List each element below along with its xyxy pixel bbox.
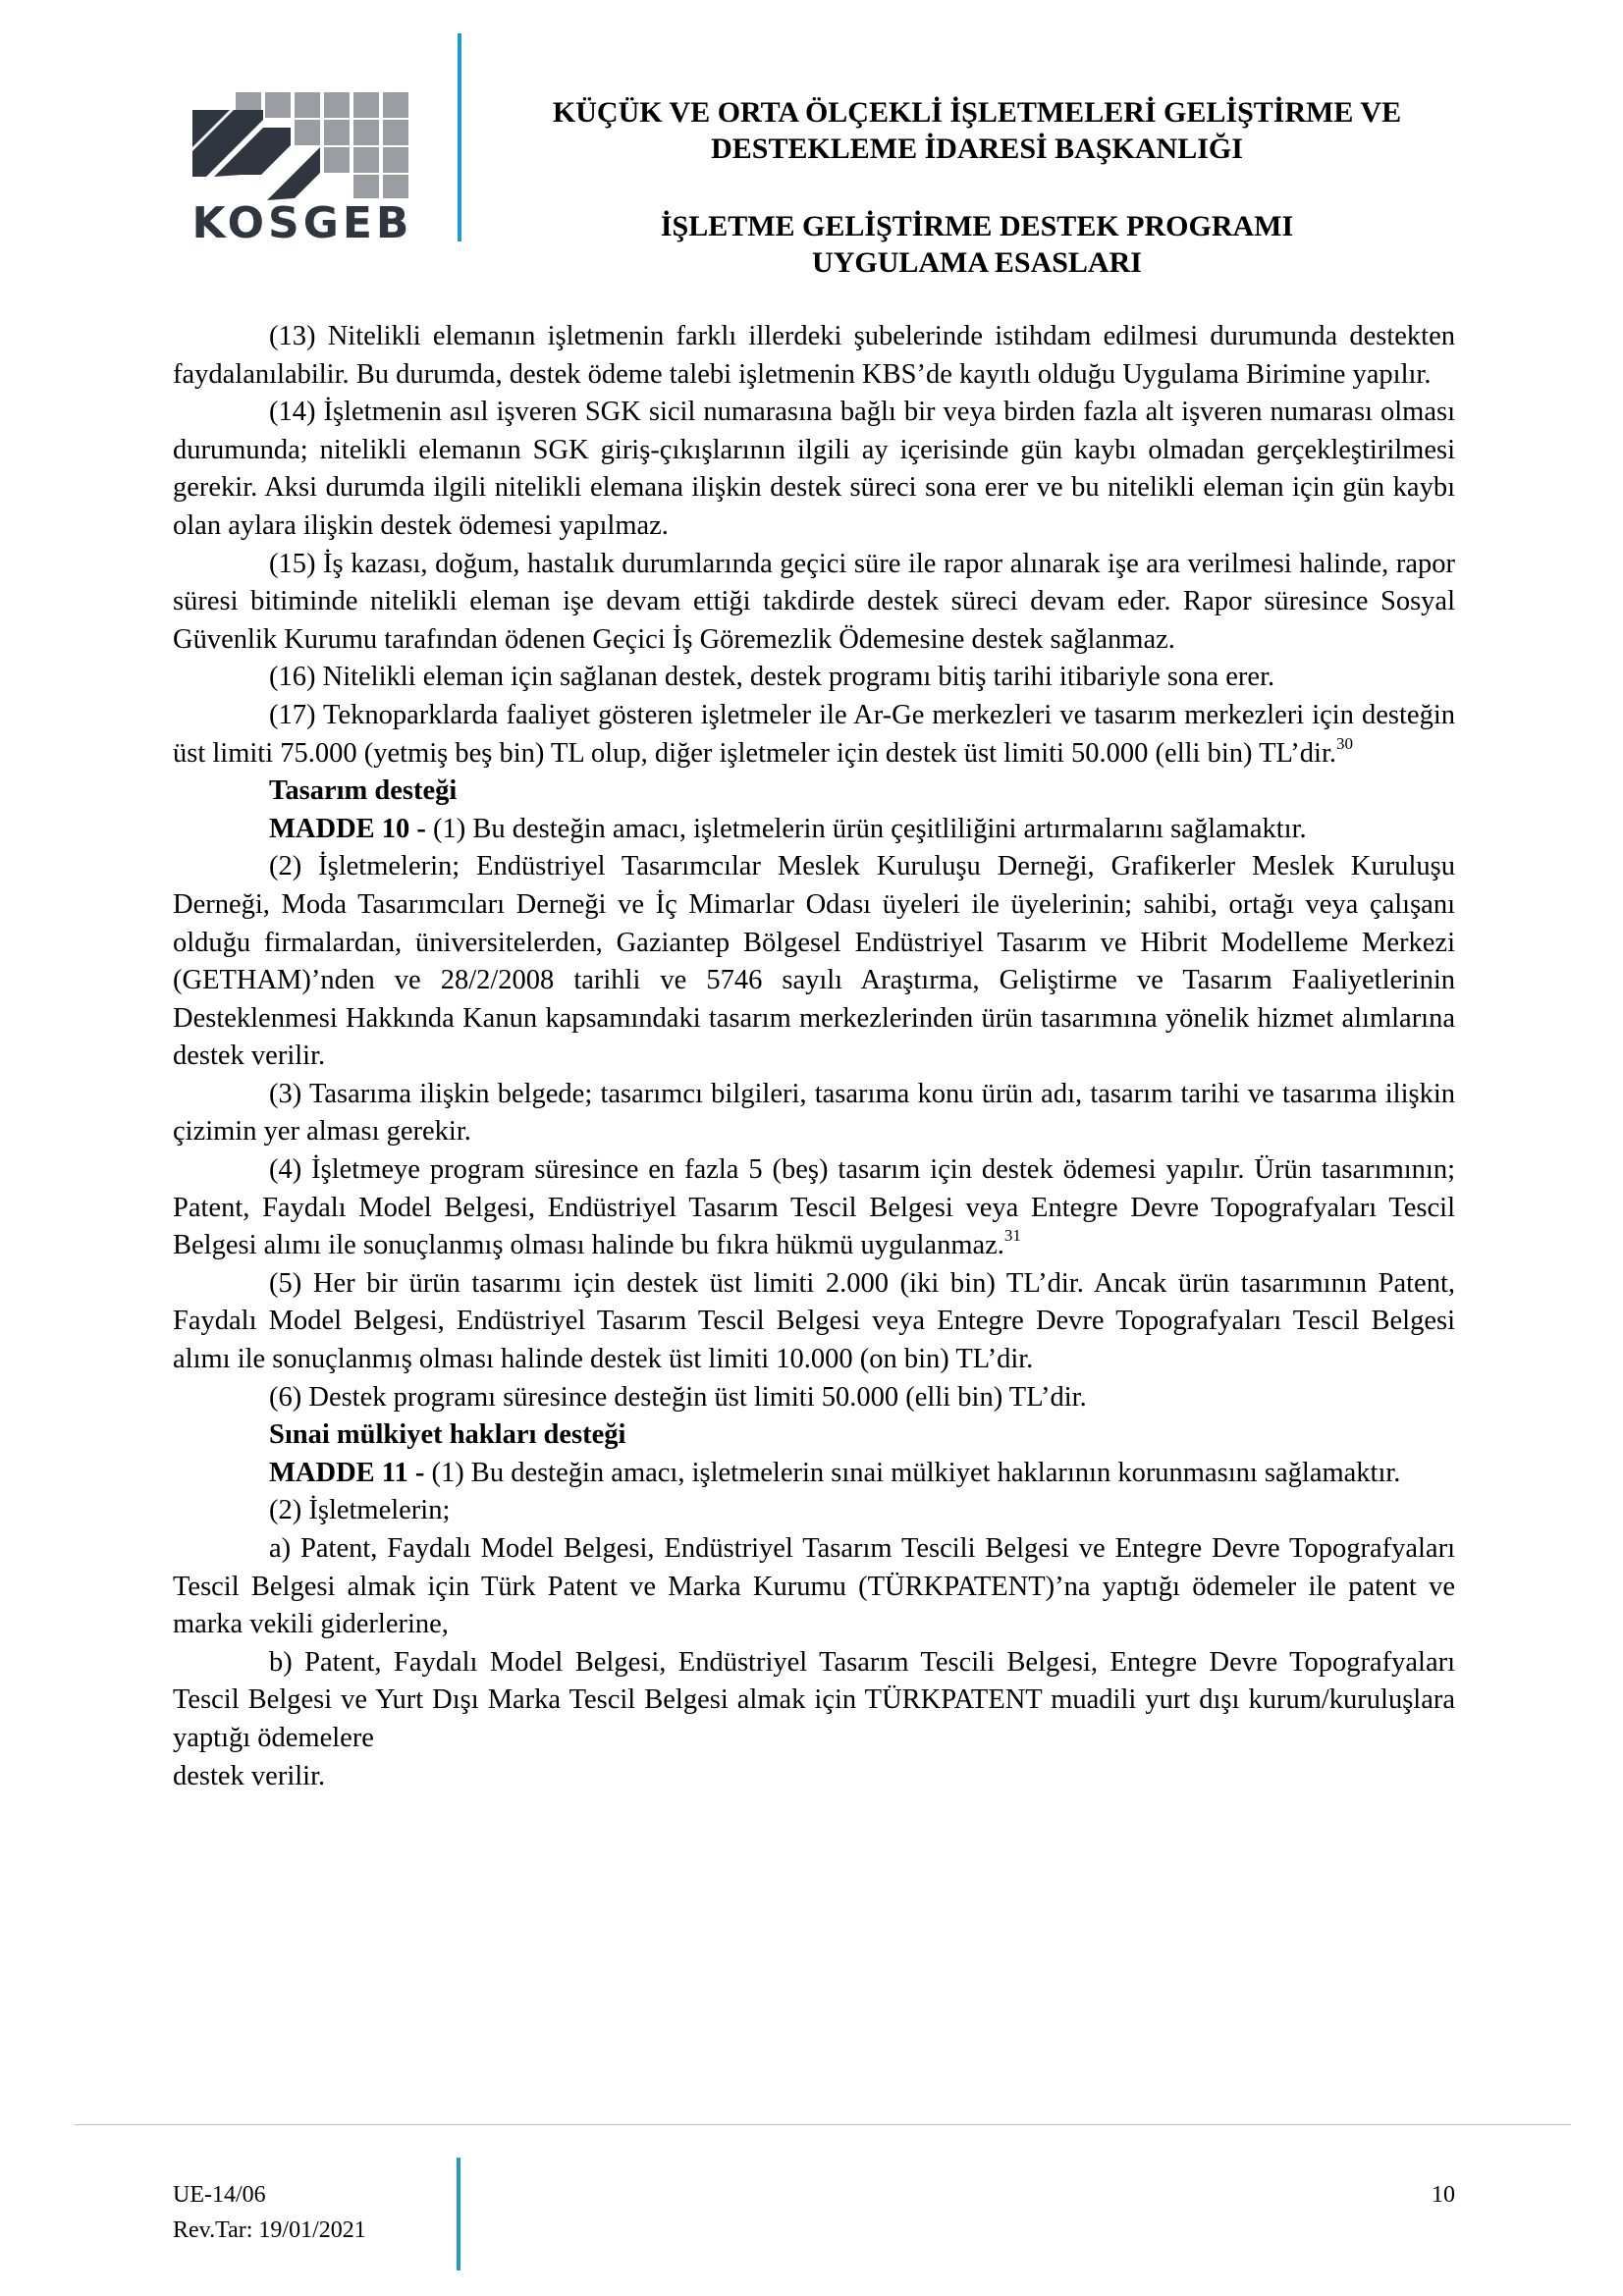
madde-10-paragraph-5: (5) Her bir ürün tasarımı için destek üst limiti 2.000 (iki bin) TL’dir. Ancak ürün tasarımının Patent, Faydalı Model Belgesi, Endüstriyel Tasarım Tescil Belgesi veya Entegre Devre Topografyaları Tescil Belgesi alımı ile sonuçlanmış olması halinde destek üst limiti 10.000 (on bin) TL’dir. bbox=[173, 1267, 1455, 1375]
organization-name-line1: KÜÇÜK VE ORTA ÖLÇEKLİ İŞLETMELERİ GELİŞTİRME VE bbox=[552, 96, 1402, 129]
madde-10-paragraph-3: (3) Tasarıma ilişkin belgede; tasarımcı bilgileri, tasarıma konu ürün adı, tasarım tarihi ve tasarıma ilişkin çizimin yer alması gerekir. bbox=[173, 1078, 1455, 1148]
paragraph-16: (16) Nitelikli eleman için sağlanan destek, destek programı bitiş tarihi itibariyle sona erer. bbox=[269, 662, 1275, 693]
madde-11-paragraph-1-text: (1) Bu desteğin amacı, işletmelerin sınai mülkiyet haklarının korunmasını sağlamaktır. bbox=[424, 1457, 1401, 1488]
madde-10-label: MADDE 10 - bbox=[269, 813, 426, 844]
madde-11-paragraph-1 bbox=[173, 1455, 1455, 1493]
paragraph-14: (14) İşletmenin asıl işveren SGK sicil numarasına bağlı bir veya birden fazla alt işveren numarası olması durumunda; nitelikli elemanın SGK giriş-çıkışlarının ilgili ay içerisinde gün kaybı olmadan gerçekleştirilmesi gerekir. Aksi durumda ilgili nitelikli elemana ilişkin destek süreci sona erer ve bu nitelikli eleman için gün kaybı olan aylara ilişkin destek ödemesi yapılmaz. bbox=[173, 397, 1455, 541]
header-divider bbox=[458, 33, 461, 241]
footnote-ref-31: 31 bbox=[1003, 1226, 1021, 1246]
madde-10-paragraph-6: (6) Destek programı süresince desteğin üst limiti 50.000 (elli bin) TL’dir. bbox=[269, 1381, 1087, 1413]
header-titles bbox=[483, 94, 1471, 281]
document-title-line1: İŞLETME GELİŞTİRME DESTEK PROGRAMI bbox=[660, 210, 1294, 242]
madde-10-paragraph-2: (2) İşletmelerin; Endüstriyel Tasarımcılar Meslek Kuruluşu Derneği, Grafikerler Meslek Kuruluşu Derneği, Moda Tasarımcıları Derneği ve İç Mimarlar Odası üyeleri ile üyelerinin; sahibi, ortağı veya çalışanı olduğu firmalardan, üniversitelerden, Gaziantep Bölgesel Endüstriyel Tasarım ve Hibrit Modelleme Merkezi (GETHAM)’nden ve 28/2/2008 tarihli ve 5746 sayılı Araştırma, Geliştirme ve Tasarım Faaliyetlerinin Desteklenmesi Hakkında Kanun kapsamındaki tasarım merkezlerinden ürün tasarımına yönelik hizmet alımlarına destek verilir. bbox=[173, 851, 1455, 1072]
madde-11-label: MADDE 11 - bbox=[269, 1457, 425, 1488]
document-title-line2: UYGULAMA ESASLARI bbox=[812, 246, 1142, 279]
madde-10-paragraph-1 bbox=[173, 811, 1455, 849]
madde-11-paragraph-2: (2) İşletmelerin; bbox=[269, 1495, 451, 1526]
revision-date: Rev.Tar: 19/01/2021 bbox=[173, 2217, 366, 2243]
section-heading-tasarim: Tasarım desteği bbox=[269, 775, 458, 807]
closing-line: destek verilir. bbox=[173, 1760, 326, 1791]
madde-10-paragraph-4-text: (4) İşletmeye program süresince en fazla 5 (beş) tasarım için destek ödemesi yapılır. Ürün tasarımının; Patent, Faydalı Model Belgesi, Endüstriyel Tasarım Tescil Belgesi veya Entegre Devre Topografyaları Tescil Belgesi alımı ile sonuçlanmış olması halinde bu fıkra hükmü uygulanmaz. bbox=[173, 1154, 1455, 1261]
madde-10-paragraph-4 bbox=[173, 1151, 1455, 1265]
kosgeb-logo bbox=[185, 90, 420, 248]
footnote-ref-30: 30 bbox=[1336, 733, 1354, 753]
paragraph-17 bbox=[173, 697, 1455, 773]
footer-separator bbox=[75, 2124, 1571, 2125]
page-number: 10 bbox=[1432, 2182, 1455, 2208]
madde-11-item-a: a) Patent, Faydalı Model Belgesi, Endüstriyel Tasarım Tescili Belgesi ve Entegre Devre Topografyaları Tescil Belgesi almak için Türk Patent ve Marka Kurumu (TÜRKPATENT)’na yaptığı ödemeler ile patent ve marka vekili giderlerine, bbox=[173, 1533, 1455, 1640]
section-heading-sinai: Sınai mülkiyet hakları desteği bbox=[269, 1419, 626, 1451]
paragraph-15: (15) İş kazası, doğum, hastalık durumlarında geçici süre ile rapor alınarak işe ara verilmesi halinde, rapor süresi bitiminde nitelikli eleman işe devam ettiği takdirde destek süreci devam eder. Rapor süresince Sosyal Güvenlik Kurumu tarafından ödenen Geçici İş Göremezlik Ödemesine destek sağlanmaz. bbox=[173, 548, 1455, 655]
footer-doc-info bbox=[173, 2177, 366, 2248]
kosgeb-logo-mark-icon bbox=[185, 90, 420, 200]
document-code: UE-14/06 bbox=[173, 2182, 266, 2208]
madde-11-item-b: b) Patent, Faydalı Model Belgesi, Endüstriyel Tasarım Tescili Belgesi, Entegre Devre Topografyaları Tescil Belgesi ve Yurt Dışı Marka Tescil Belgesi almak için TÜRKPATENT muadili yurt dışı kurum/kuruluşlara yaptığı ödemelere bbox=[173, 1646, 1455, 1753]
paragraph-13: (13) Nitelikli elemanın işletmenin farklı illerdeki şubelerinde istihdam edilmesi durumunda destekten faydalanılabilir. Bu durumda, destek ödeme talebi işletmenin KBS’de kayıtlı olduğu Uygulama Birimine yapılır. bbox=[173, 321, 1455, 390]
madde-10-paragraph-1-text: (1) Bu desteğin amacı, işletmelerin ürün çeşitliliğini artırmalarını sağlamaktır. bbox=[425, 813, 1307, 844]
document-title bbox=[483, 208, 1471, 281]
paragraph-17-text: (17) Teknoparklarda faaliyet gösteren işletmeler ile Ar-Ge merkezleri ve tasarım merkezleri için desteğin üst limiti 75.000 (yetmiş beş bin) TL olup, diğer işletmeler için destek üst limiti 50.000 (elli bin) TL’dir. bbox=[173, 699, 1455, 769]
footer-divider bbox=[457, 2158, 460, 2270]
document-body bbox=[173, 318, 1455, 1795]
logo-wordmark: KOSGEB bbox=[191, 198, 413, 248]
organization-name bbox=[483, 94, 1471, 167]
organization-name-line2: DESTEKLEME İDARESİ BAŞKANLIĞI bbox=[711, 133, 1243, 165]
